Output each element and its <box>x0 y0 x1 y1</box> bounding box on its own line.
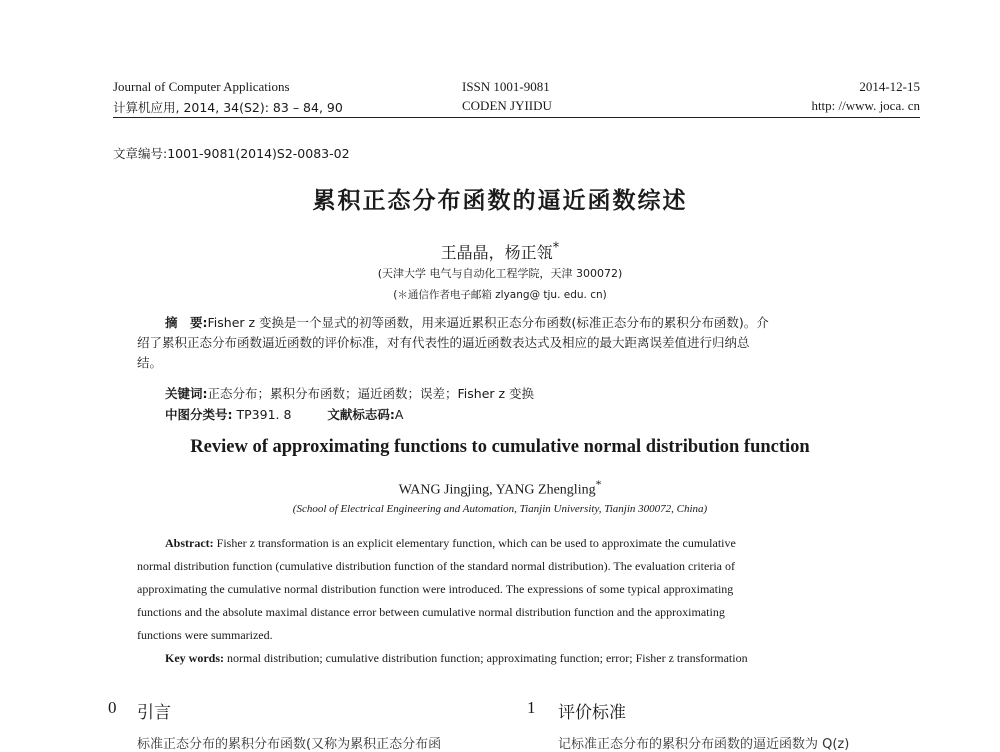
title-cn: 累积正态分布函数的逼近函数综述 <box>312 188 688 214</box>
coden: CODEN JYIIDU <box>462 98 552 113</box>
abstract-cn-line1 <box>165 313 769 333</box>
email-cn: (＊通信作者电子邮箱 zlyang@ tju. edu. cn) <box>393 289 607 301</box>
doc-code-value: A <box>394 407 404 422</box>
section-1-number: 1 <box>527 698 536 717</box>
section-0-number: 0 <box>108 698 117 717</box>
affiliation-en: (School of Electrical Engineering and Automation, Tianjin University, Tianjin 300072, China) <box>292 503 708 515</box>
section-1-body-first-line: 记标准正态分布的累积分布函数的逼近函数为 Q(z) <box>558 737 850 752</box>
abstract-en-line2: normal distribution function (cumulative distribution function of the standard normal distribution). The evaluation criteria of <box>137 559 735 573</box>
publication-date: 2014-12-15 <box>859 79 920 94</box>
abstract-cn-line2: 绍了累积正态分布函数逼近函数的评价标准，对有代表性的逼近函数表达式及相应的最大距离误差值进行归纳总 <box>137 335 750 350</box>
authors-cn-names: 王晶晶，杨正瓴 <box>440 243 553 262</box>
authors-en <box>0 478 1000 499</box>
journal-citation-cn: 计算机应用, 2014, 34(S2): 83 – 84, 90 <box>113 100 343 115</box>
article-number: 文章编号:1001-9081(2014)S2-0083-02 <box>113 146 350 161</box>
classification-cn <box>165 405 403 425</box>
clc-label: 中图分类号: <box>165 407 233 422</box>
issn: ISSN 1001-9081 <box>462 79 550 94</box>
keywords-en-text: normal distribution; cumulative distribution function; approximating function; error; Fisher z transformation <box>227 651 748 665</box>
abstract-en-line3: approximating the cumulative normal distribution function were introduced. The expressions of some typical approximating <box>137 582 734 596</box>
authors-cn <box>0 240 1000 263</box>
keywords-cn-text: 正态分布；累积分布函数；逼近函数；误差；Fisher z 变换 <box>207 386 535 401</box>
title-en: Review of approximating functions to cumulative normal distribution function <box>190 437 810 457</box>
abstract-cn-label: 摘 要: <box>165 315 208 330</box>
clc-value: TP391. 8 <box>236 407 292 422</box>
keywords-cn <box>165 384 534 404</box>
authors-en-names: WANG Jingjing, YANG Zhengling <box>398 482 596 498</box>
journal-url[interactable]: http: //www. joca. cn <box>811 98 920 113</box>
section-0-title: 引言 <box>137 703 171 723</box>
keywords-en <box>165 651 748 666</box>
journal-name-en: Journal of Computer Applications <box>113 79 290 94</box>
abstract-en-text1: Fisher z transformation is an explicit elementary function, which can be used to approximate the cumulative <box>216 536 736 550</box>
abstract-en-line5: functions were summarized. <box>137 628 273 642</box>
keywords-cn-label: 关键词: <box>165 386 208 401</box>
keywords-en-label: Key words: <box>165 651 224 665</box>
abstract-en-line1 <box>165 536 736 551</box>
header-rule <box>113 117 920 118</box>
abstract-en-label: Abstract: <box>165 536 214 550</box>
corresponding-star-cn: * <box>552 240 560 256</box>
abstract-en-line4: functions and the absolute maximal distance error between cumulative normal distribution function and the approximating <box>137 605 725 619</box>
section-1-title: 评价标准 <box>558 703 626 723</box>
section-0-body-first-line: 标准正态分布的累积分布函数(又称为累积正态分布函 <box>137 737 442 752</box>
abstract-cn-line3: 结。 <box>137 355 163 370</box>
abstract-cn-text1: Fisher z 变换是一个显式的初等函数，用来逼近累积正态分布函数(标准正态分布的累积分布函数)。介 <box>207 315 769 330</box>
doc-code-label: 文献标志码: <box>327 407 395 422</box>
affiliation-cn: (天津大学 电气与自动化工程学院，天津 300072) <box>377 267 623 280</box>
corresponding-star-en: * <box>595 478 602 491</box>
